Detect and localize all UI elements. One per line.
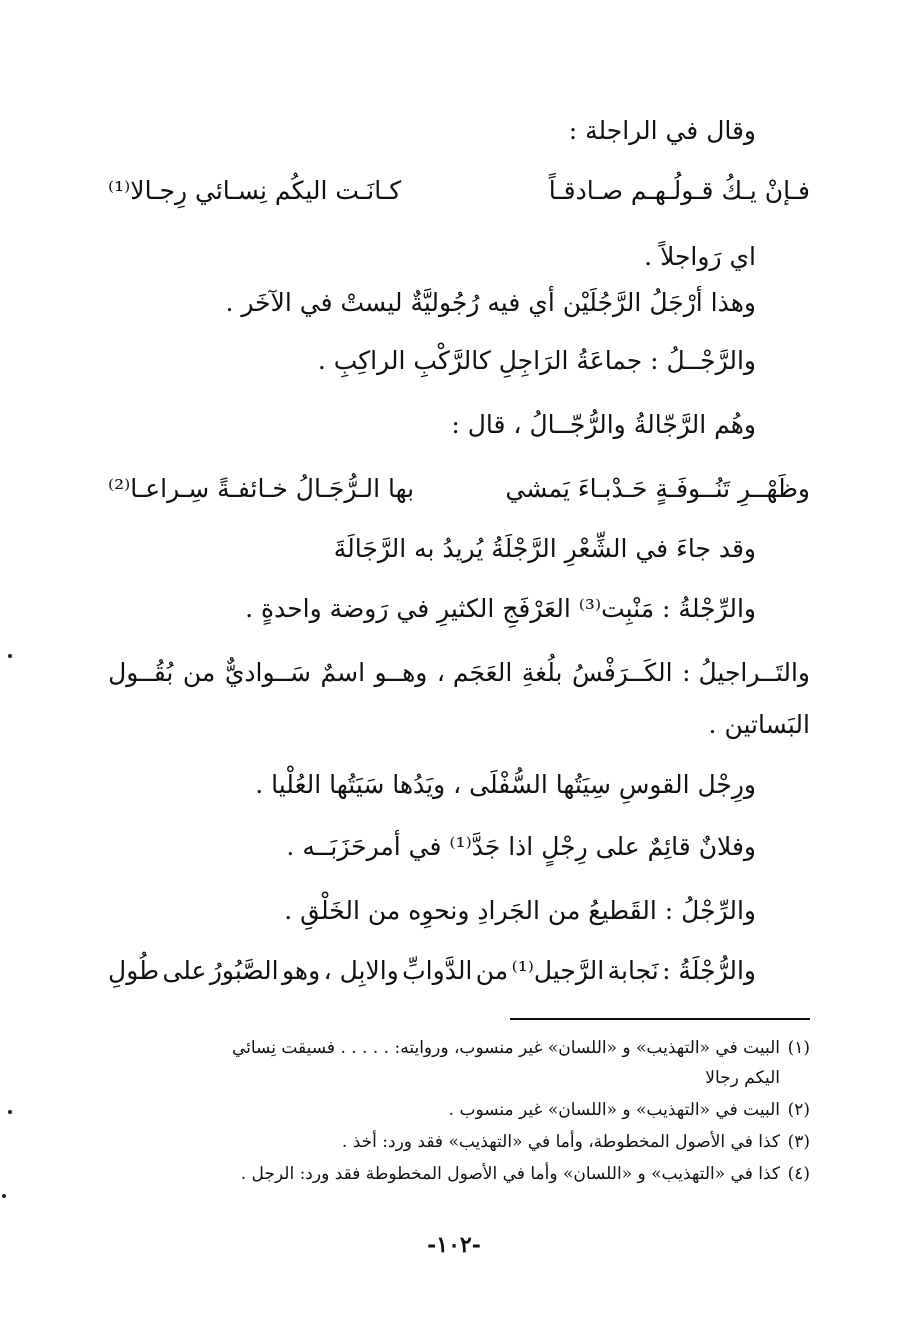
footnote <box>108 1098 810 1122</box>
text-line: والرِّجْلةُ : مَنْبِت⁽³⁾ العَرْفَجِ الكثيرِ في رَوضة واحدةٍ . <box>245 594 756 623</box>
word: وهــو <box>374 658 428 687</box>
verse-hemistich-1: فـإنْ يـكُ قـولُـهـم صـادقـاً <box>548 176 810 205</box>
footnote-text: كذا في «التهذيب» و «اللسان» وأما في الأصول المخطوطة فقد ورد: الرجل . <box>240 1164 780 1184</box>
word: الكَــرَفْسُ <box>571 658 673 687</box>
verse-hemistich-2: بها الـرُّجَـالُ خـائفـةً سِـراعـا⁽²⁾ <box>108 474 415 503</box>
text-line: والرِّجْلُ : القَطيعُ من الجَرادِ ونحوِه من الخَلْقِ . <box>284 896 756 925</box>
word: الدَّوابِّ <box>402 956 473 985</box>
word: الرَّجيل⁽¹⁾ <box>511 956 605 985</box>
text-line: ورِجْل القوسِ سِيَتُها السُّفْلَى ، ويَدُها سَيَتُها العُلْيا . <box>255 770 756 799</box>
word: والابِل ، <box>323 956 399 985</box>
justified-line <box>108 954 756 988</box>
word: العَجَم ، <box>436 658 513 687</box>
word: وهو <box>282 956 321 985</box>
word: اسمٌ <box>320 658 366 687</box>
text-line: وقد جاءَ في الشِّعْرِ الرَّجْلَةُ يُريدُ به الرَّجَالَةَ <box>333 534 756 563</box>
text-line: والرَّجْــلُ : جماعَةُ الرَاجِلِ كالرَّكْبِ الراكِبِ . <box>317 346 756 375</box>
word: والرُّجْلَةُ : <box>662 956 756 985</box>
word: سَــواديٌّ <box>224 658 311 687</box>
word: بُقُــول <box>108 658 174 687</box>
footnote-text: البيت في «التهذيب» و «اللسان» غير منسوب . <box>448 1100 780 1120</box>
scan-speck <box>8 1110 12 1114</box>
footnote <box>108 1162 810 1186</box>
text-line: وهذا أرْجَلُ الرَّجُلَيْن أي فيه رُجُوليَّةٌ ليستْ في الآخَر . <box>225 288 756 317</box>
scan-speck <box>8 654 12 658</box>
word: بلُغةِ <box>521 658 563 687</box>
text-line: اي رَواجلاً . <box>644 242 756 271</box>
footnote-continuation: اليكم رجالا <box>705 1068 780 1088</box>
verse-hemistich-1: وظَهْــرِ تَنُــوفَـةٍ حَـدْبـاءَ يَمشي <box>505 474 810 503</box>
justified-line <box>108 656 810 690</box>
page-number: -١٠٢- <box>427 1232 481 1258</box>
footnote-number: (١) <box>787 1038 810 1058</box>
footnote <box>108 1036 810 1060</box>
scan-speck <box>2 1194 6 1198</box>
word: من <box>475 956 509 985</box>
text-line: البَساتين . <box>708 710 810 739</box>
word: على <box>162 956 207 985</box>
footnote-text: البيت في «التهذيب» و «اللسان» غير منسوب، وروايته: . . . . . فسيقت نِسائي <box>231 1038 780 1058</box>
footnote-number: (٢) <box>787 1100 810 1120</box>
text-line: وهُم الرَّجّالةُ والرُّجّــالُ ، قال : <box>451 410 756 439</box>
word: من <box>182 658 216 687</box>
footnote-text: كذا في الأصول المخطوطة، وأما في «التهذيب» فقد ورد: أخذ . <box>341 1132 780 1152</box>
word: طُولِ <box>108 956 160 985</box>
footnote-number: (٣) <box>787 1132 810 1152</box>
footnote-separator <box>510 1018 810 1020</box>
text-line: وفلانٌ قائِمٌ على رِجْلٍ اذا جَدَّ⁽¹⁾ في أمرحَزَبَــه . <box>286 832 756 861</box>
word: نَجابة <box>607 956 659 985</box>
word: الصَّبُورُ <box>209 956 279 985</box>
text-line: وقال في الراجلة : <box>568 116 756 145</box>
footnote <box>108 1130 810 1154</box>
verse-hemistich-2: كـانَـت اليكُم نِسـائي رِجـالا⁽¹⁾ <box>108 176 402 205</box>
footnote-number: (٤) <box>787 1164 810 1184</box>
word: والتَــراجيلُ : <box>682 658 810 687</box>
